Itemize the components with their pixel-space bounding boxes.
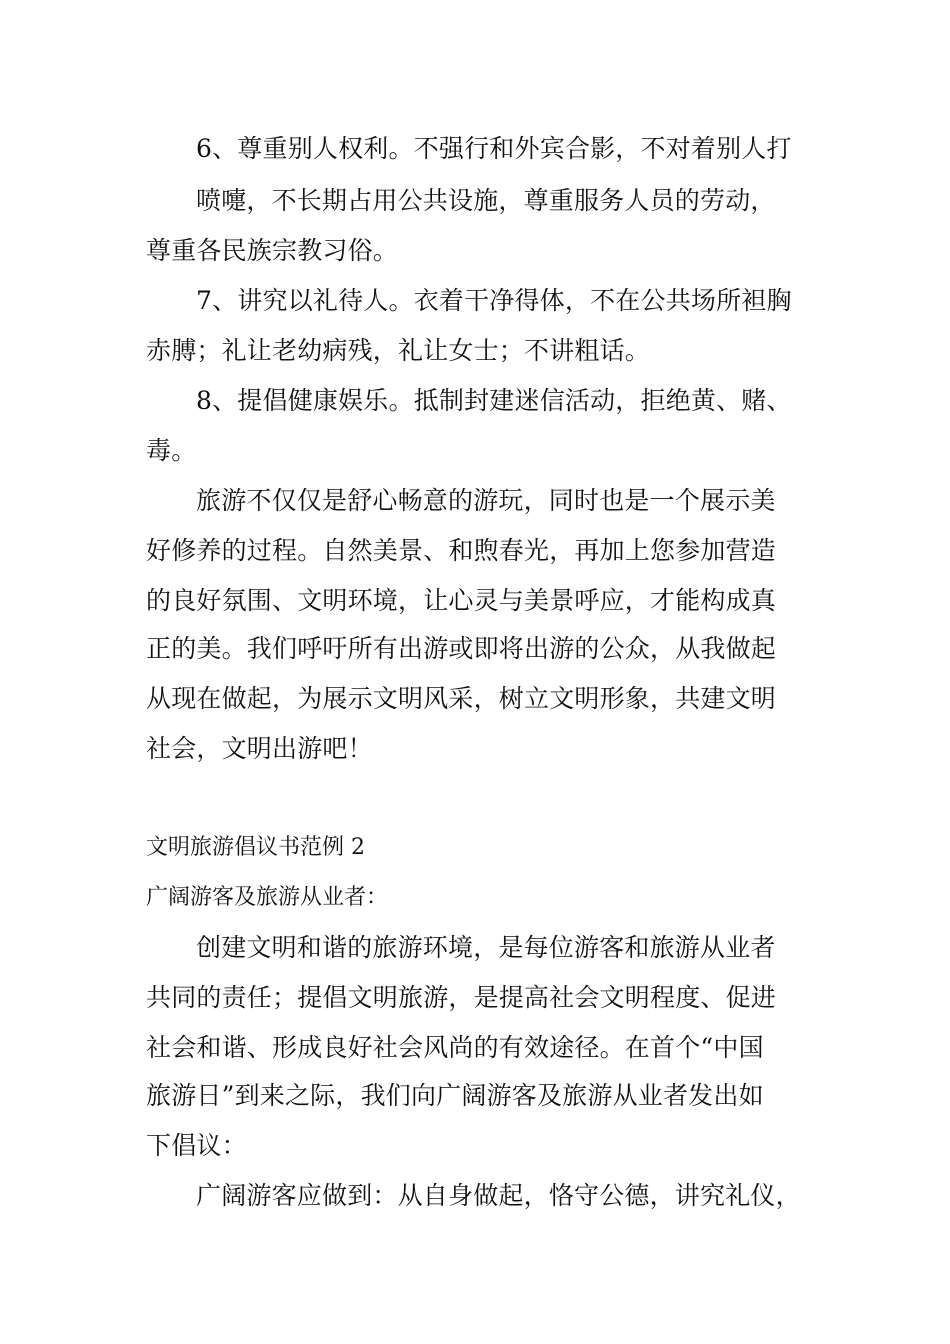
paragraph-line: 喷嚏，不长期占用公共设施，尊重服务人员的劳动， xyxy=(196,186,776,215)
paragraph-line: 8、提倡健康娱乐。抵制封建迷信活动，拒绝黄、赌、 xyxy=(196,386,792,415)
paragraph-line: 下倡议： xyxy=(146,1131,247,1160)
paragraph-line: 的良好氛围、文明环境，让心灵与美景呼应，才能构成真 xyxy=(146,586,777,615)
paragraph-line: 旅游日”到来之际，我们向广阔游客及旅游从业者发出如 xyxy=(146,1081,764,1110)
paragraph-line: 社会，文明出游吧！ xyxy=(146,734,373,763)
paragraph-line: 6、尊重别人权利。不强行和外宾合影，不对着别人打 xyxy=(196,134,792,163)
paragraph-line: 共同的责任；提倡文明旅游，是提高社会文明程度、促进 xyxy=(146,983,777,1012)
paragraph-line: 好修养的过程。自然美景、和煦春光，再加上您参加营造 xyxy=(146,536,777,565)
paragraph-line: 社会和谐、形成良好社会风尚的有效途径。在首个“中国 xyxy=(146,1033,764,1062)
section-heading: 文明旅游倡议书范例 2 xyxy=(146,835,365,860)
paragraph-line: 正的美。我们呼吁所有出游或即将出游的公众，从我做起 xyxy=(146,634,777,663)
paragraph-line: 广阔游客应做到：从自身做起，恪守公德，讲究礼仪， xyxy=(196,1181,801,1210)
paragraph-line: 尊重各民族宗教习俗。 xyxy=(146,236,399,265)
paragraph-line: 从现在做起，为展示文明风采，树立文明形象，共建文明 xyxy=(146,684,777,713)
paragraph-line: 毒。 xyxy=(146,436,197,465)
salutation: 广阔游客及旅游从业者： xyxy=(146,885,389,910)
paragraph-line: 创建文明和谐的旅游环境，是每位游客和旅游从业者 xyxy=(196,933,776,962)
paragraph-line: 7、讲究以礼待人。衣着干净得体，不在公共场所袒胸 xyxy=(196,286,792,315)
paragraph-line: 赤膊；礼让老幼病残，礼让女士；不讲粗话。 xyxy=(146,336,651,365)
paragraph-line: 旅游不仅仅是舒心畅意的游玩，同时也是一个展示美 xyxy=(196,486,776,515)
